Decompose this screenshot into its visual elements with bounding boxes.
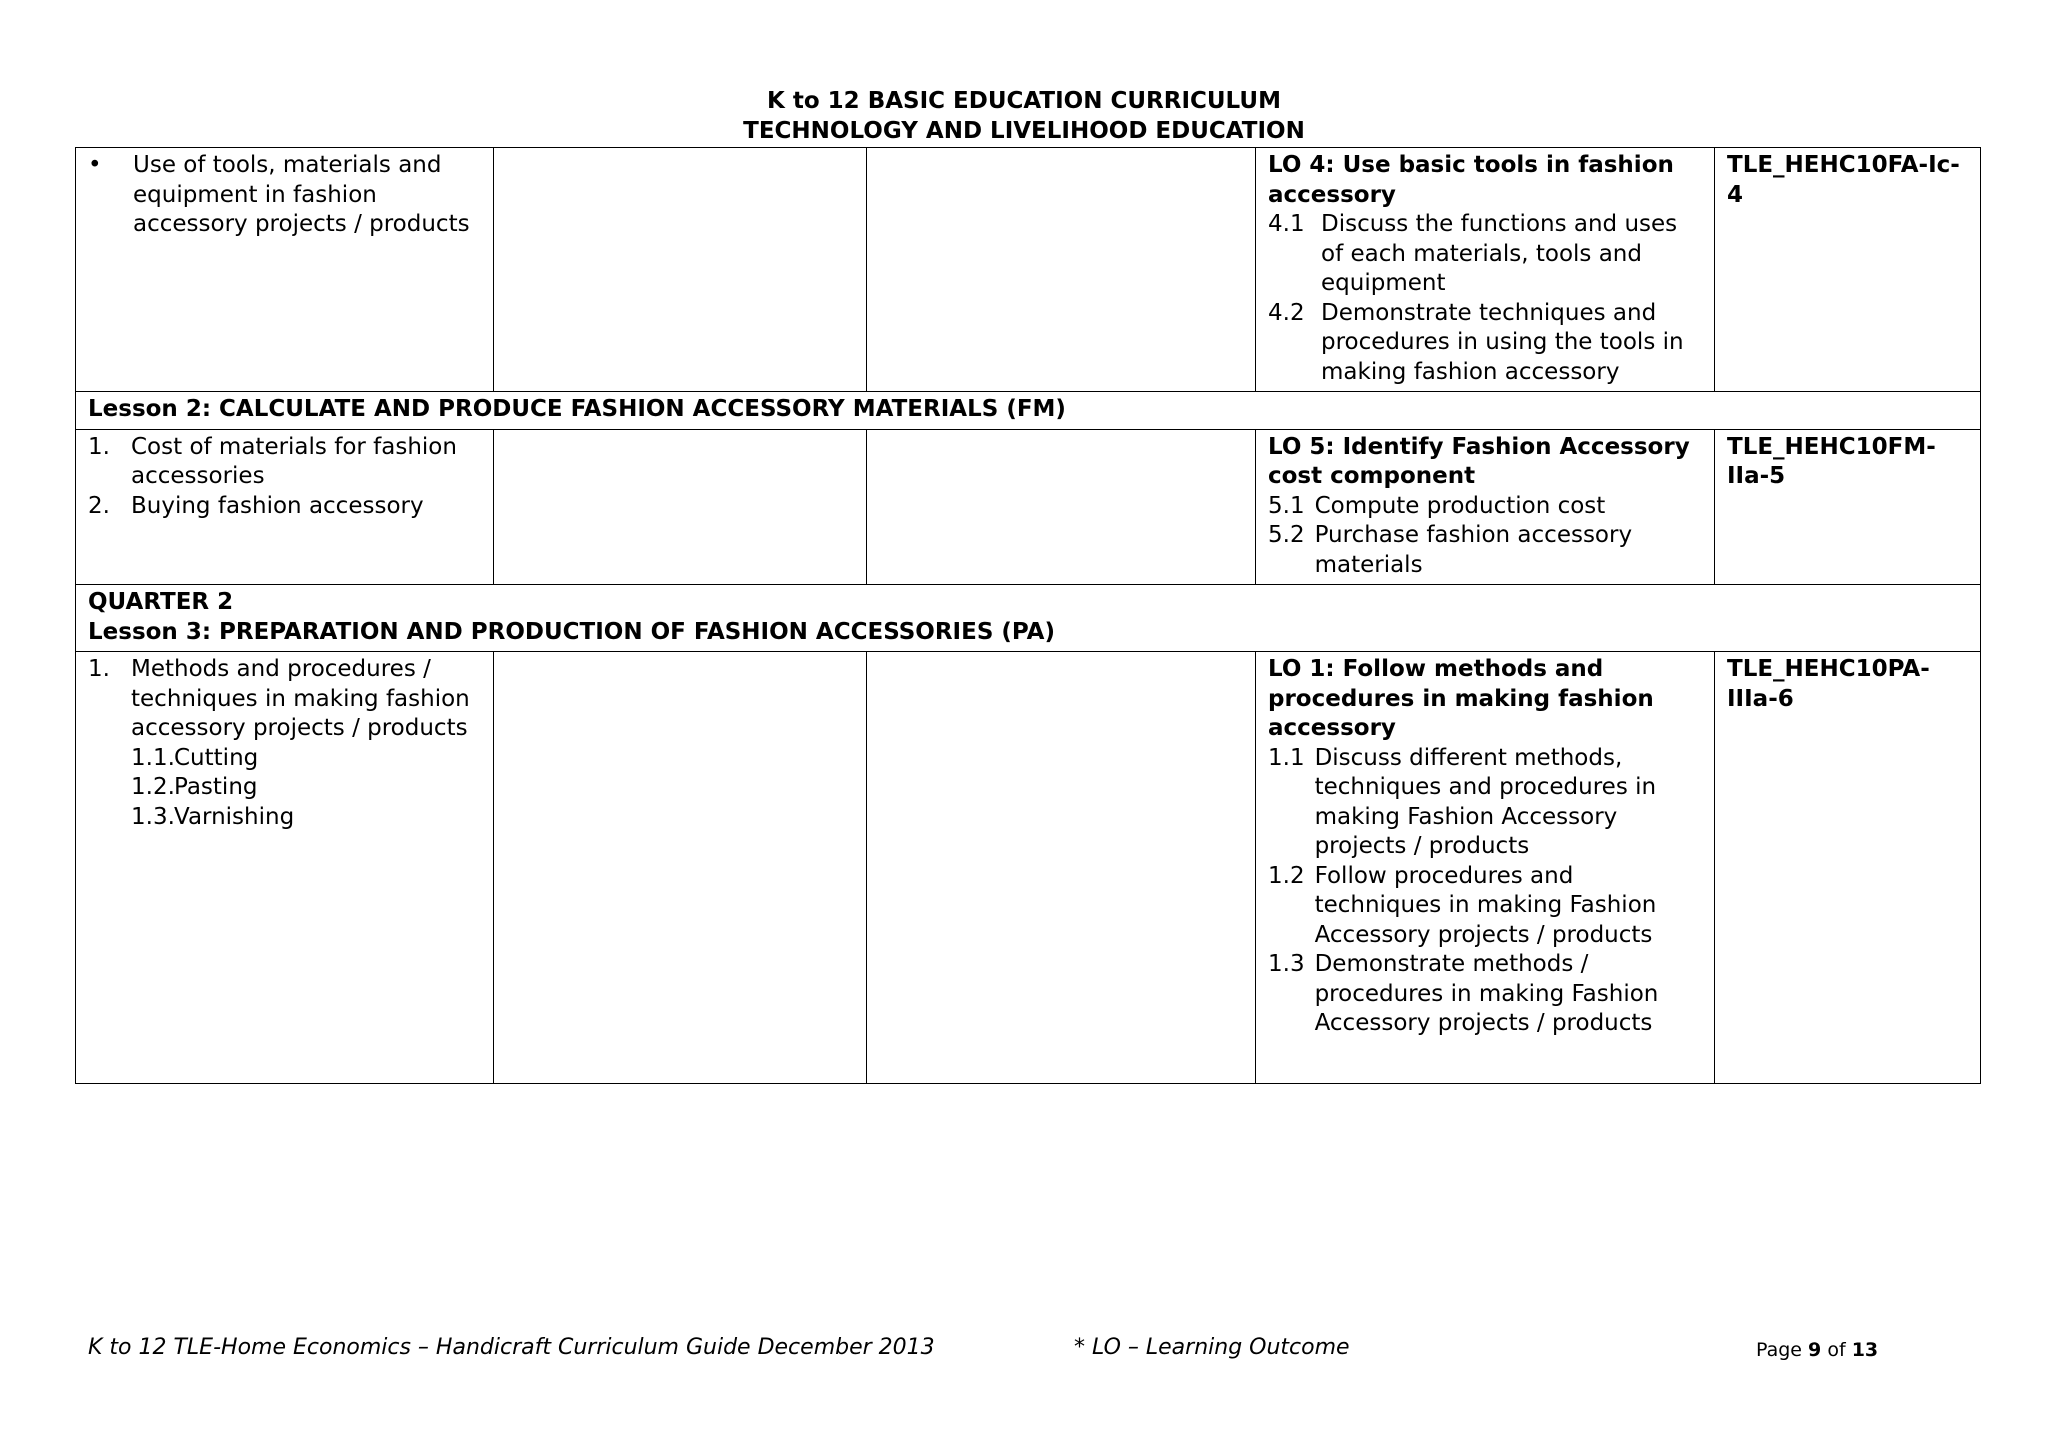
item-text: Methods and procedures / techniques in making fashion accessory projects / products	[131, 656, 470, 741]
page-current: 9	[1808, 1339, 1822, 1361]
code-cell: TLE_HEHC10FM-IIa-5	[1715, 429, 1981, 585]
list-item	[88, 655, 483, 744]
item-text: Cost of materials for fashion accessories	[131, 433, 457, 489]
lo-item-number: 5.1	[1268, 492, 1305, 519]
sub-item-number: 1.2.	[131, 774, 175, 800]
item-number: 1.	[88, 656, 110, 682]
lo-item-text: Follow procedures and techniques in making Fashion Accessory projects / products	[1314, 862, 1657, 948]
item-number: 2.	[88, 492, 110, 519]
quarter-heading: QUARTER 2	[88, 589, 234, 615]
sub-list-item	[88, 744, 483, 774]
table-row	[76, 392, 1981, 430]
content-cell	[76, 652, 494, 1084]
lo-item	[1268, 299, 1704, 388]
lo-title: LO 4: Use basic tools in fashion accessory	[1268, 152, 1674, 208]
lo-item-number: 1.3	[1268, 951, 1305, 977]
empty-cell	[494, 148, 867, 392]
content-cell	[76, 429, 494, 585]
page-total: 13	[1851, 1339, 1879, 1361]
lo-item	[1268, 744, 1704, 862]
sub-list-item	[88, 773, 483, 803]
sub-item-number: 1.1.	[131, 744, 175, 771]
lo-item-text: Demonstrate techniques and procedures in using the tools in making fashion accessory	[1321, 299, 1684, 385]
lo-title: LO 5: Identify Fashion Accessory cost component	[1268, 433, 1690, 489]
sub-item-text: Varnishing	[174, 803, 295, 830]
empty-cell	[867, 652, 1256, 1084]
list-item	[88, 492, 483, 522]
list-item	[88, 151, 483, 240]
lo-item-number: 5.2	[1268, 522, 1305, 548]
table-row	[76, 652, 1981, 1084]
empty-cell	[494, 652, 867, 1084]
lo-item	[1268, 521, 1704, 580]
document-header	[0, 86, 2048, 146]
header-title: K to 12 BASIC EDUCATION CURRICULUM	[767, 88, 1281, 114]
lo-item-text: Purchase fashion accessory materials	[1314, 522, 1633, 578]
header-subtitle: TECHNOLOGY AND LIVELIHOOD EDUCATION	[743, 118, 1305, 144]
footer-guide-title: K to 12 TLE-Home Economics – Handicraft Curriculum Guide December 2013	[88, 1335, 935, 1360]
lo-item-text: Discuss different methods, techniques and procedures in making Fashion Accessory projects / products	[1314, 744, 1657, 859]
quarter-heading-cell	[76, 585, 1981, 652]
empty-cell	[867, 148, 1256, 392]
table-row	[76, 585, 1981, 652]
code-cell: TLE_HEHC10FA-Ic-4	[1715, 148, 1981, 392]
content-text: Use of tools, materials and equipment in fashion accessory projects / products	[133, 152, 470, 237]
lesson-heading: Lesson 2: CALCULATE AND PRODUCE FASHION ACCESSORY MATERIALS (FM)	[76, 392, 1981, 430]
item-text: Buying fashion accessory	[131, 492, 424, 519]
lo-item-text: Discuss the functions and uses of each materials, tools and equipment	[1321, 211, 1678, 296]
lo-item-text: Demonstrate methods / procedures in making Fashion Accessory projects / products	[1314, 951, 1659, 1036]
sub-list-item	[88, 803, 483, 833]
learning-outcome-cell	[1256, 652, 1715, 1084]
curriculum-table	[75, 147, 1981, 1084]
lo-item	[1268, 862, 1704, 951]
sub-item-number: 1.3.	[131, 803, 175, 830]
lo-item-number: 1.2	[1268, 862, 1305, 889]
learning-outcome-cell	[1256, 429, 1715, 585]
footer-lo-note: * LO – Learning Outcome	[1074, 1335, 1350, 1360]
sub-item-text: Pasting	[174, 774, 258, 800]
lo-item-number: 4.2	[1268, 299, 1305, 326]
content-cell	[76, 148, 494, 392]
lo-item	[1268, 950, 1704, 1039]
lo-item-number: 4.1	[1268, 211, 1305, 237]
table-row	[76, 148, 1981, 392]
lo-title: LO 1: Follow methods and procedures in making fashion accessory	[1268, 656, 1654, 741]
table-row	[76, 429, 1981, 585]
empty-cell	[494, 429, 867, 585]
learning-outcome-cell	[1256, 148, 1715, 392]
sub-item-text: Cutting	[174, 744, 259, 771]
code-cell: TLE_HEHC10PA-IIIa-6	[1715, 652, 1981, 1084]
lo-item-number: 1.1	[1268, 744, 1305, 771]
list-item	[88, 433, 483, 492]
bullet-marker: •	[88, 152, 102, 178]
lo-item-text: Compute production cost	[1314, 492, 1606, 519]
page-of: of	[1827, 1339, 1846, 1361]
empty-cell	[867, 429, 1256, 585]
lo-item	[1268, 492, 1704, 522]
lesson-heading: Lesson 3: PREPARATION AND PRODUCTION OF FASHION ACCESSORIES (PA)	[88, 618, 1055, 645]
page-number	[1756, 1339, 1878, 1361]
item-number: 1.	[88, 433, 110, 460]
lo-item	[1268, 210, 1704, 299]
page-prefix: Page	[1756, 1339, 1802, 1361]
